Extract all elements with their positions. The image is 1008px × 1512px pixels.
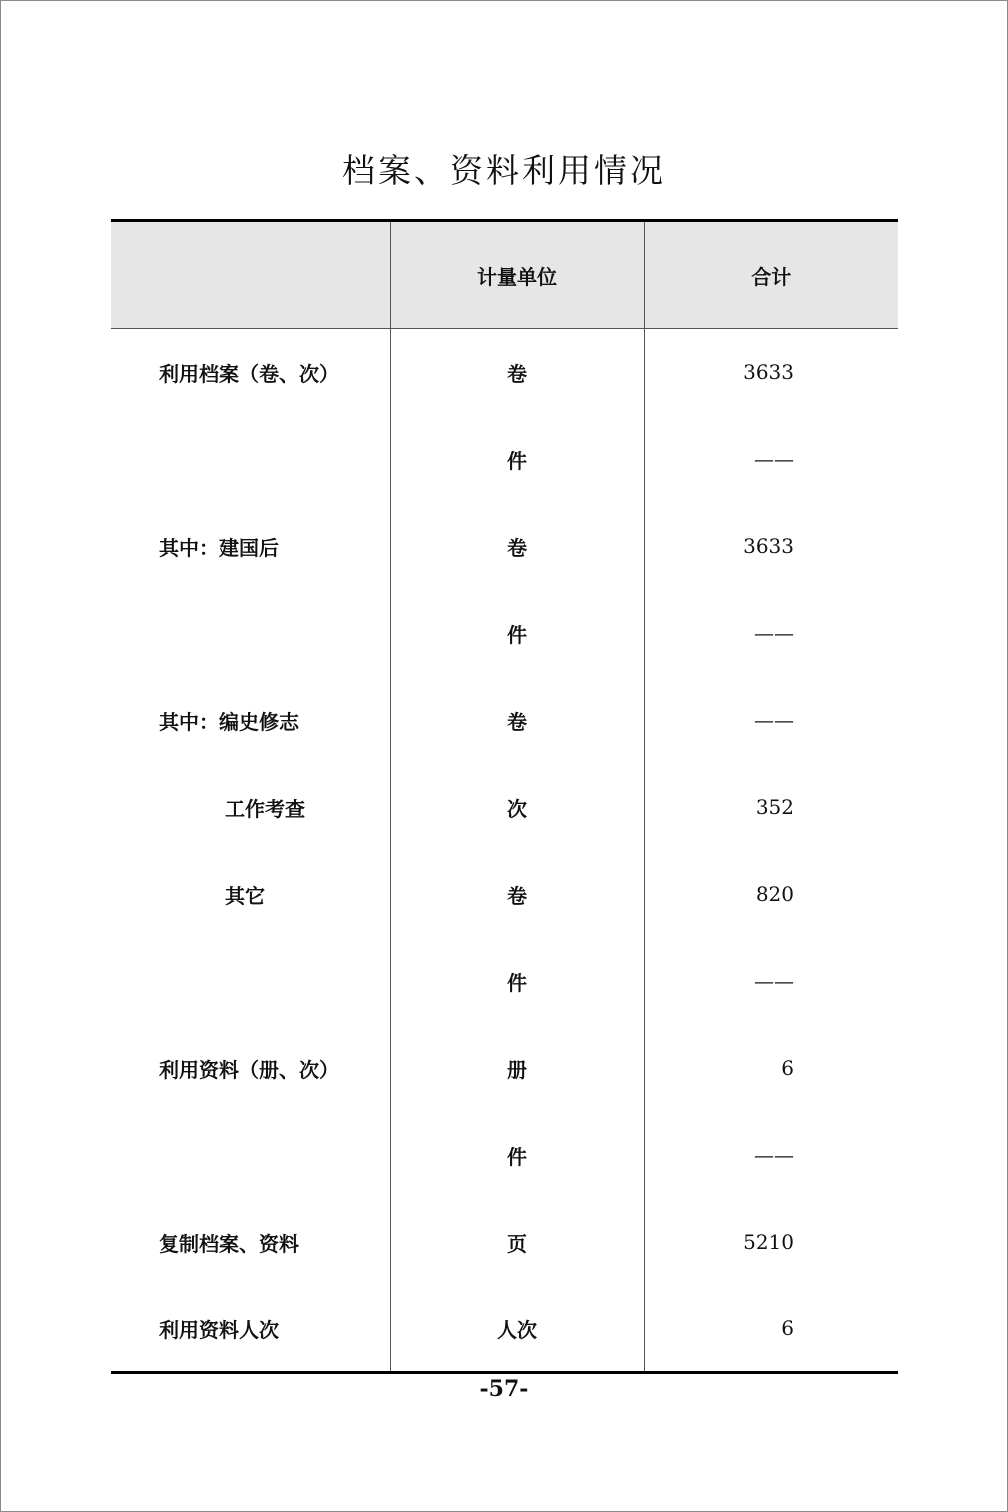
row-item: 其它 (225, 883, 265, 908)
row-unit: 件 (390, 1112, 644, 1199)
header-unit: 计量单位 (390, 221, 644, 329)
table-row (111, 764, 898, 851)
table-row (111, 1112, 898, 1199)
row-item: 其中：建国后 (159, 535, 279, 560)
table-header-row (111, 221, 898, 329)
row-total: 5210 (644, 1199, 898, 1286)
row-item: 工作考查 (225, 796, 305, 821)
row-item: 利用档案（卷、次） (159, 361, 339, 386)
row-total: —— (644, 938, 898, 1025)
table-row (111, 851, 898, 938)
row-item (111, 1112, 390, 1199)
row-item: 利用资料人次 (111, 1286, 390, 1373)
row-item: 其中：编史修志 (159, 709, 299, 734)
row-unit: 卷 (390, 677, 644, 764)
row-total: 352 (644, 764, 898, 851)
table-row (111, 677, 898, 764)
row-total: 3633 (644, 503, 898, 590)
row-unit: 人次 (390, 1286, 644, 1373)
row-total: —— (644, 1112, 898, 1199)
row-unit: 卷 (390, 329, 644, 416)
header-item (111, 221, 390, 329)
row-item (111, 416, 390, 503)
row-unit: 件 (390, 416, 644, 503)
row-total: 820 (644, 851, 898, 938)
row-total: 3633 (644, 329, 898, 416)
row-item: 复制档案、资料 (159, 1231, 299, 1256)
row-unit: 卷 (390, 851, 644, 938)
table-row (111, 1025, 898, 1112)
header-total: 合计 (644, 221, 898, 329)
row-item (111, 938, 390, 1025)
row-unit: 卷 (390, 503, 644, 590)
row-total: 6 (644, 1025, 898, 1112)
row-unit: 件 (390, 590, 644, 677)
row-unit: 次 (390, 764, 644, 851)
row-unit: 件 (390, 938, 644, 1025)
page-title: 档案、资料利用情况 (342, 151, 666, 190)
table-row (111, 1199, 898, 1286)
table-row (111, 329, 898, 416)
row-unit: 册 (390, 1025, 644, 1112)
row-total: 6 (644, 1286, 898, 1373)
table-row (111, 503, 898, 590)
table-row (111, 590, 898, 677)
statistics-table (111, 219, 898, 1374)
row-total: —— (644, 677, 898, 764)
page-number: -57- (479, 1376, 529, 1402)
table-row (111, 1286, 898, 1373)
row-unit: 页 (390, 1199, 644, 1286)
table-row (111, 416, 898, 503)
row-total: —— (644, 590, 898, 677)
row-item: 利用资料（册、次） (159, 1057, 339, 1082)
table-row (111, 938, 898, 1025)
row-total: —— (644, 416, 898, 503)
row-item (111, 590, 390, 677)
